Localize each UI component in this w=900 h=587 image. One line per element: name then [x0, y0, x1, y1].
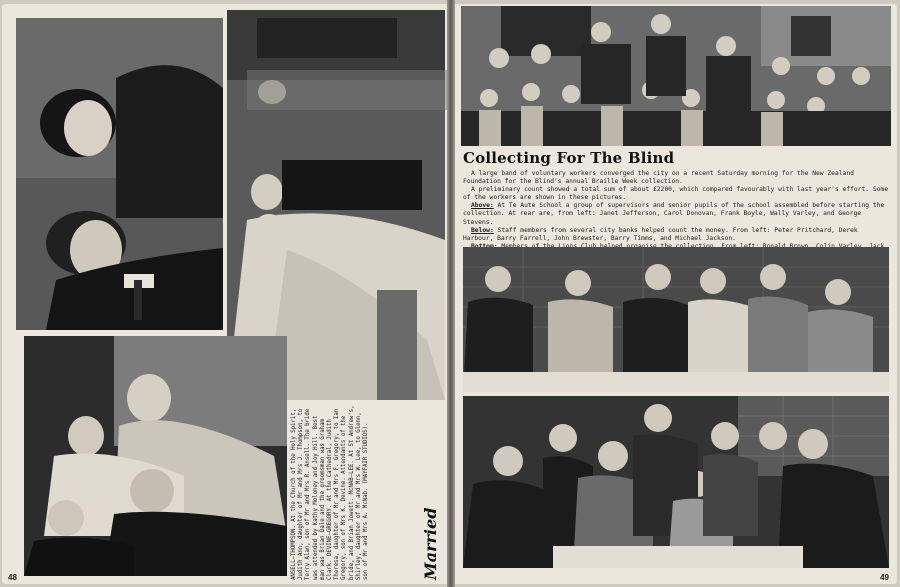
blind-headline: Collecting For The Blind	[463, 149, 675, 167]
story-kicker: Above:	[471, 202, 494, 210]
school-group-photo	[461, 6, 891, 146]
story-paragraph: Above: At Te Aute School a group of supervisors and senior pupils of the school assembled before starting the collection. At rear are, from left: Janet Jefferson, Carol Donovan, Frank Boyle, Wally Varley, and George Stevens.	[463, 202, 885, 226]
left-page-number: 48	[8, 573, 17, 582]
story-paragraph: Below: Staff members from several city banks helped count the money. From left: Peter Pritchard, Derek Harbour, Barry Farrell, John Brewster, Barry Timms, and Michael Jackson.	[463, 226, 858, 242]
right-page	[455, 4, 897, 584]
married-caption-body: ANSELL—THOMPSON. At the Church of the Holy Spirit, Judith Ann, daughter of Mr and Mrs J. Thompson, to Terry Alan, son of Mr and Mrs R. Ansell. The bride was attended by Kathy Moloney and Joy Hill. Best man was Brian Dale and the groomsman was Graham Clark. DEVINE—GREGORY. At the Cathedral, Judith Theresa, daughter of Mr and Mrs F. Gregory, to Ian Gregory, son of Mrs K. Devine. Attendants of the bride, and Brian Jowett. McNAB—LEE. At St Andrew's, Shirley, daughter of Mr and Mrs W. Lee, to Glenn, son of Mr and Mrs A. McNab. (MAYFAIR STUDIOS).	[291, 405, 370, 580]
right-page-number: 49	[880, 573, 889, 582]
lions-club-photo	[463, 396, 889, 568]
married-caption-title: Married	[421, 507, 440, 580]
page-gutter	[447, 0, 455, 587]
couple-portrait-photo	[16, 18, 223, 330]
left-page	[2, 4, 447, 584]
blind-story	[463, 170, 889, 244]
married-caption-rotated	[289, 402, 446, 582]
wedding-group-photo	[24, 336, 287, 576]
story-paragraph: A large band of voluntary workers converged the city on a recent Saturday morning for the New Zealand Foundation for the Blind's annual Braille Week collection.	[463, 170, 854, 186]
story-kicker: Below:	[471, 226, 494, 234]
married-caption	[289, 402, 446, 582]
story-paragraph: A preliminary count showed a total sum of about £2200, which compared favourably with last year's effort. Some of the workers are shown in these pictures.	[463, 186, 889, 202]
bank-staff-photo	[463, 247, 889, 392]
